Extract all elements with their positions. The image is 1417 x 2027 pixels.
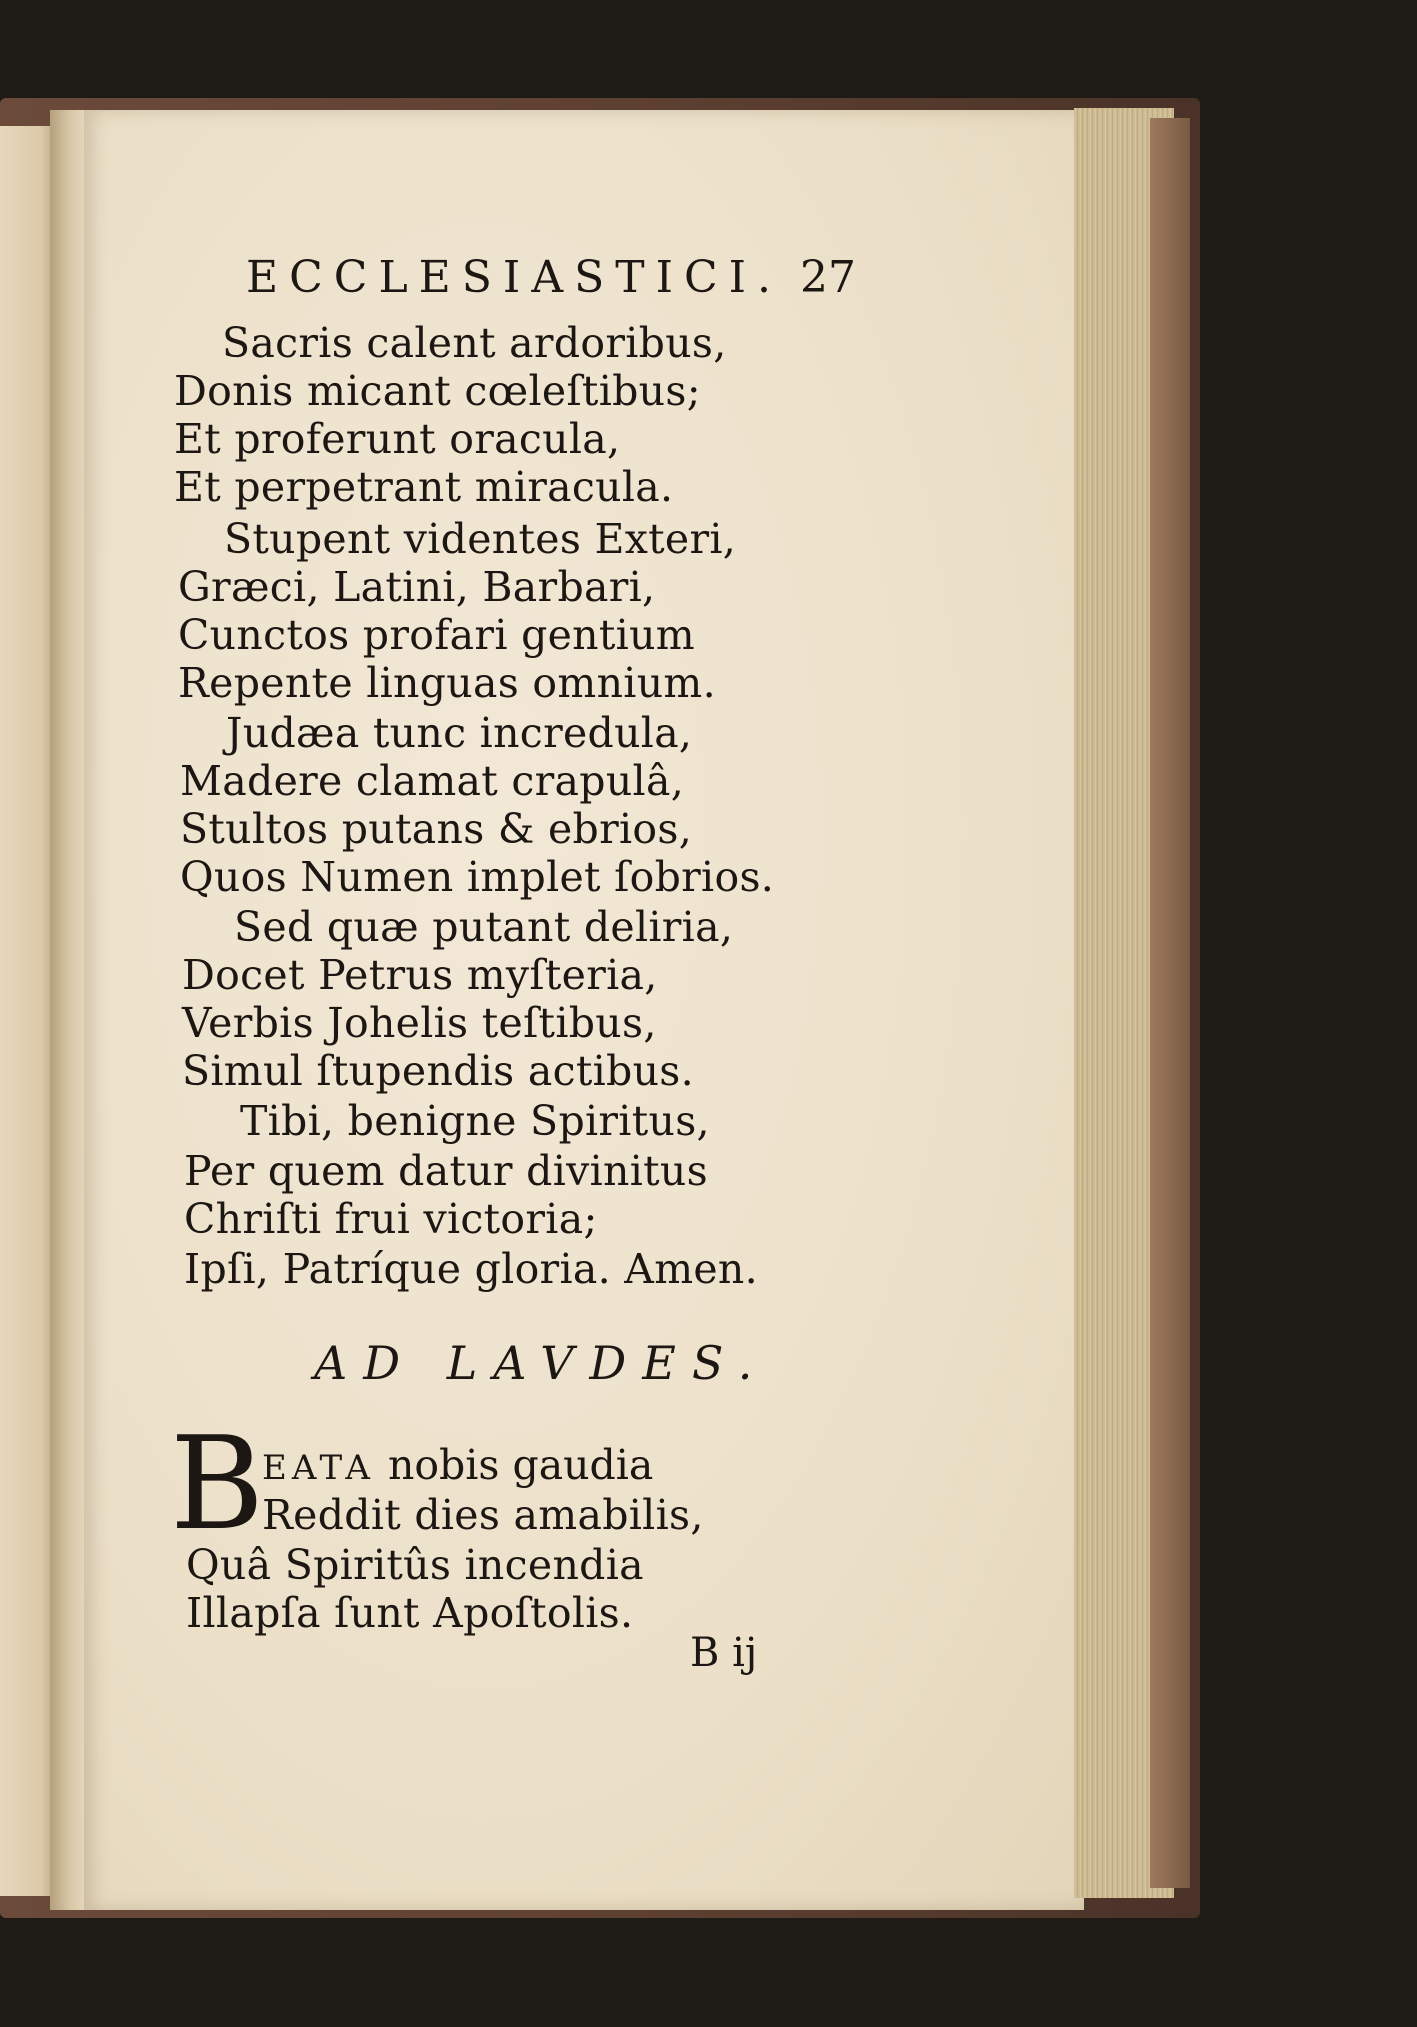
hymn-line: Chriſti frui victoria; xyxy=(184,1195,598,1243)
hymn-line: Donis micant cœleſtibus; xyxy=(174,367,701,415)
hymn-line: Stupent videntes Exteri, xyxy=(224,515,737,563)
hymn-line: Docet Petrus myſteria, xyxy=(182,951,658,999)
hymn-line: Reddit dies amabilis, xyxy=(262,1491,704,1539)
hymn-line: Sed quæ putant deliria, xyxy=(234,903,734,951)
hymn-line: Sacris calent ardoribus, xyxy=(222,319,727,367)
hymn-line: Quos Numen implet ſobrios. xyxy=(180,853,775,901)
hymn-line: Et perpetrant miracula. xyxy=(174,463,674,511)
section-title: AD LAVDES. xyxy=(314,1336,769,1390)
running-title: ECCLESIASTICI. xyxy=(246,252,782,303)
hymn-line: Madere clamat crapulâ, xyxy=(180,757,685,805)
hymn-line: Græci, Latini, Barbari, xyxy=(178,563,656,611)
hymn-line: Et proferunt oracula, xyxy=(174,415,621,463)
hymn-line: Stultos putans & ebrios, xyxy=(180,805,693,853)
hymn-line: Illapſa ſunt Apoſtolis. xyxy=(186,1589,634,1637)
hymn-line: Judæa tunc incredula, xyxy=(226,709,693,757)
page-number: 27 xyxy=(800,252,856,303)
hymn-line: Repente linguas omnium. xyxy=(178,659,716,707)
hymn-line: Ipſi, Patríque gloria. Amen. xyxy=(184,1245,758,1293)
first-line-text: nobis gaudia xyxy=(387,1441,654,1489)
hymn-line: Quâ Spiritûs incendia xyxy=(186,1541,644,1589)
signature-mark: B ij xyxy=(690,1630,758,1676)
hymn-line: Simul ſtupendis actibus. xyxy=(182,1047,694,1095)
hymn-line: Cunctos profari gentium xyxy=(178,611,695,659)
hymn-line: Tibi, benigne Spiritus, xyxy=(240,1097,710,1145)
hymn-line: Per quem datur divinitus xyxy=(184,1147,708,1195)
hymn-first-line xyxy=(262,1440,653,1493)
drop-cap: B xyxy=(170,1410,265,1559)
hymn-line: Verbis Johelis teſtibus, xyxy=(182,999,657,1047)
first-line-caps: EATA xyxy=(262,1448,375,1488)
